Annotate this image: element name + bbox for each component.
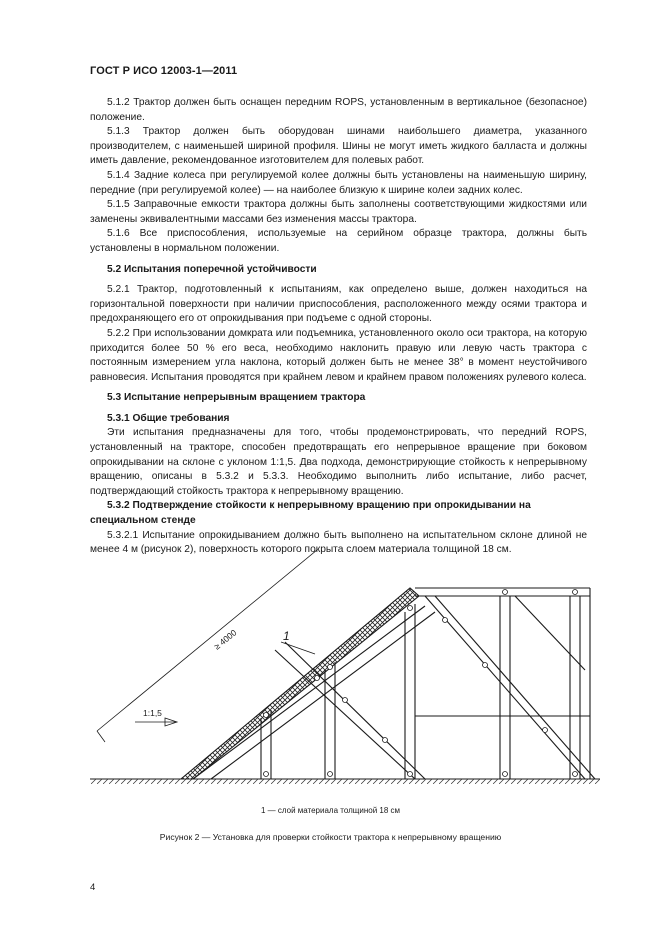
- callout-number: 1: [283, 629, 290, 643]
- para-5-3-1: Эти испытания предназначены для того, чтобы продемонстрировать, что передний ROPS, установленный на тракторе, способен предотвращать его непрерывное вращение при боковом опрокидывании на склоне с уклоном 1:1,5. Два подхода, демонстрирующие стойкость к непрерывному вращению, описаны в 5.3.2 и 5.3.3. Необходимо выполнить либо испытание, либо расчет, подтверждающий стойкость трактора к непрерывному вращению.: [90, 427, 587, 497]
- slope-beam: [211, 612, 435, 779]
- callout-leader: [281, 642, 315, 654]
- para-5-1-6: 5.1.6 Все приспособления, используемые на серийном образце трактора, должны быть установлены в нормальном положении.: [90, 228, 587, 254]
- para-5-1-4: 5.1.4 Задние колеса при регулируемой колее должны быть установлены на наименьшую ширину, передние (при регулируемой колее) — на наиболее близкую к ширине колеи задних колес.: [90, 169, 587, 196]
- figure-caption: Рисунок 2 — Установка для проверки стойкости трактора к непрерывному вращению: [159, 832, 502, 842]
- heading-5-3-1: 5.3.1 Общие требования: [107, 412, 230, 424]
- para-5-1-5: 5.1.5 Заправочные емкости трактора должны быть заполнены соответствующими жидкостями или заменены эквивалентными массами без изменения массы трактора.: [90, 199, 587, 225]
- length-dimension: [97, 550, 317, 742]
- figure-legend: 1 — слой материала толщиной 18 см: [260, 806, 401, 815]
- slope-label: 1:1,5: [143, 708, 162, 718]
- page-number: 4: [90, 882, 96, 893]
- heading-5-2: 5.2 Испытания поперечной устойчивости: [107, 263, 317, 275]
- heading-5-3: 5.3 Испытание непрерывным вращением трактора: [107, 392, 366, 404]
- document-header: ГОСТ Р ИСО 12003-1—2011: [90, 65, 238, 77]
- para-5-1-3: 5.1.3 Трактор должен быть оборудован шинами наибольшего диаметра, указанного производителем, с наименьшей шириной профиля. Шины не могут иметь жидкого балласта и должны иметь давление, рекомендованное изготовителем для полевых работ.: [90, 126, 587, 167]
- text-block: [90, 96, 587, 558]
- figure-2-test-rig: [85, 550, 605, 795]
- para-5-2-1: 5.2.1 Трактор, подготовленный к испытаниям, как определено выше, должен находиться на горизонтальной поверхности при наличии приспособления, расположенного между осями трактора и предохраняющего его от опрокидывания при подъеме с одной стороны.: [90, 284, 587, 325]
- heading-5-3-2: 5.3.2 Подтверждение стойкости к непрерывному вращению при опрокидывании на специальном стенде: [90, 500, 531, 527]
- para-5-2-2: 5.2.2 При использовании домкрата или подъемника, установленного около оси трактора, на которую приходится более 50 % его веса, необходимо наклонить правую или левую часть трактора с постоянным измерением угла наклона, который должен быть не менее 38° в момент неустойчивого равновесия. Испытания проводятся при крайнем левом и крайнем правом положениях рулевого колеса.: [90, 327, 587, 383]
- para-5-1-2: 5.1.2 Трактор должен быть оснащен передним ROPS, установленным в вертикальное (безопасное) положение.: [90, 97, 587, 123]
- slope-marker: [135, 718, 177, 726]
- length-label: ≥ 4000: [211, 627, 239, 652]
- ground-hatch: [90, 779, 600, 784]
- para-5-3-2-1: 5.3.2.1 Испытание опрокидыванием должно быть выполнено на испытательном склоне длиной не менее 4 м (рисунок 2), поверхность которого покрыта слоем материала толщиной 18 см.: [90, 529, 587, 556]
- diagonal-braces: [275, 596, 595, 779]
